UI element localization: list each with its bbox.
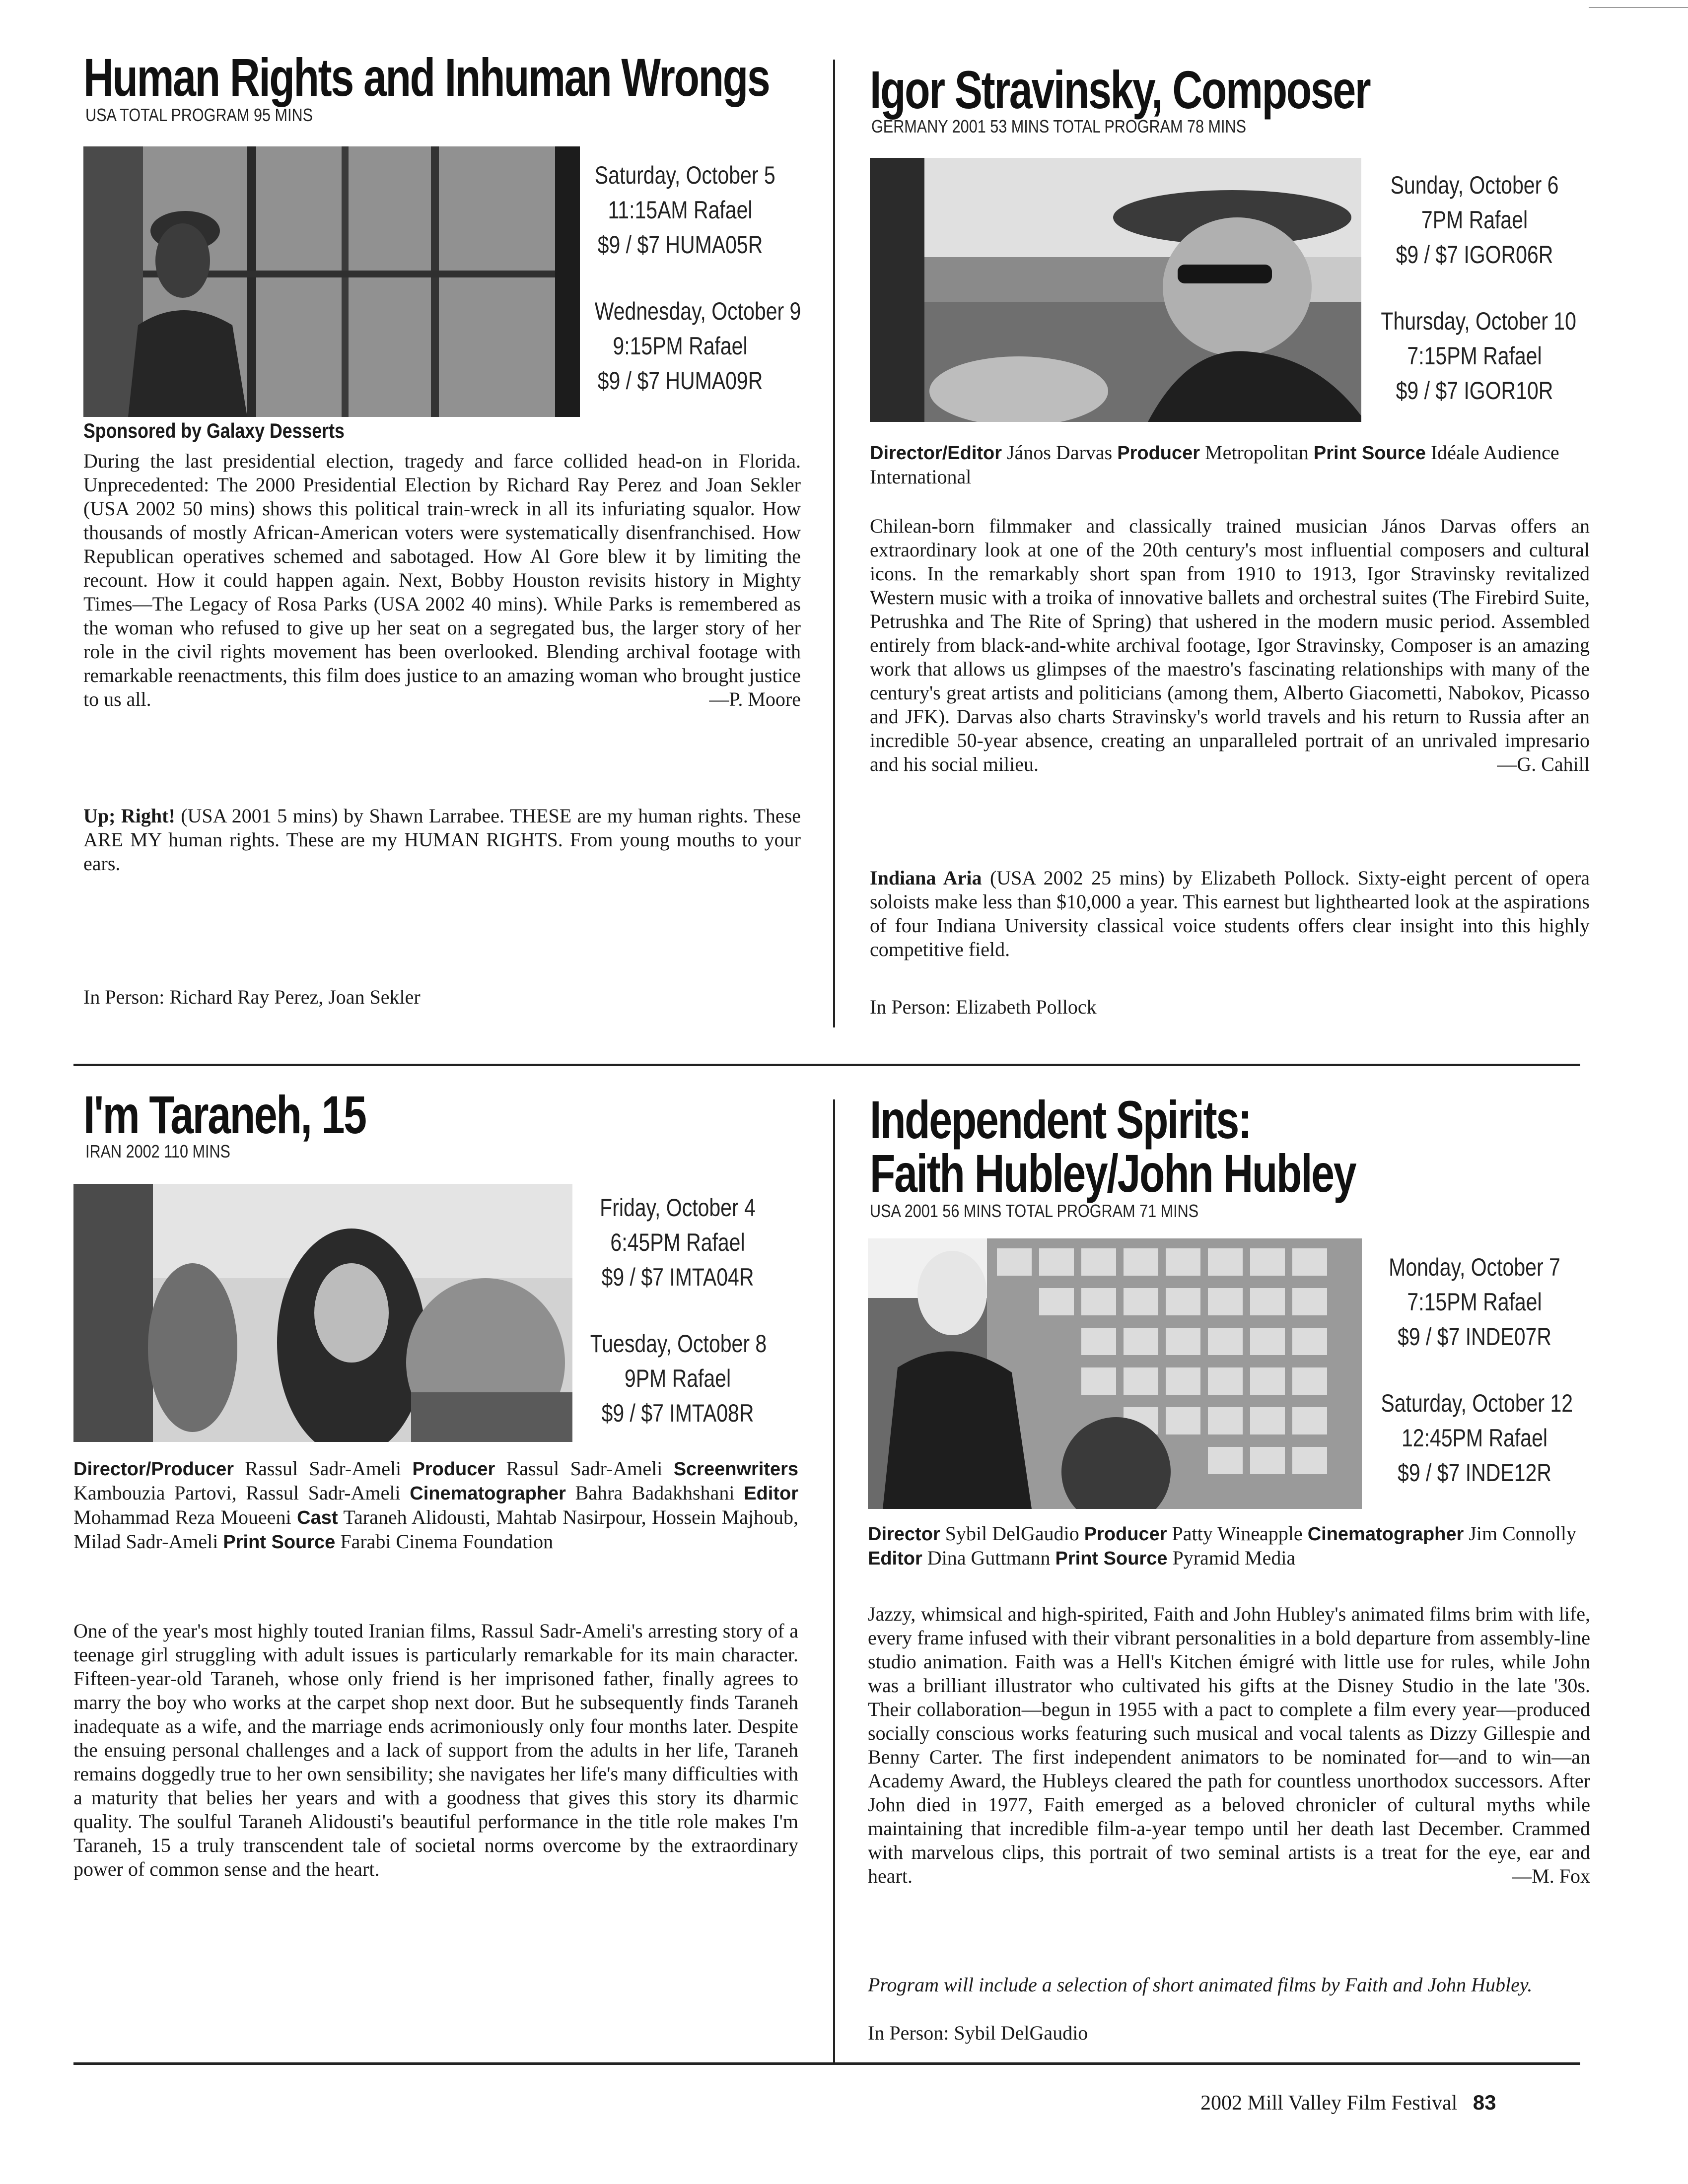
screening-2 <box>590 1326 766 1431</box>
screening-time: 9:15PM Rafael <box>613 332 748 360</box>
credit-role: Director/Editor <box>870 443 1002 464</box>
short-film-text: (USA 2001 5 mins) by Shawn Larrabee. THESE are my human rights. These ARE MY human rights. These are my HUMAN RIGHTS. From young mouths to your ears. <box>83 805 801 875</box>
credit-role: Print Source <box>1313 443 1426 464</box>
film-still-photo <box>870 158 1361 422</box>
screening-price: $9 / $7 INDE07R <box>1398 1323 1551 1351</box>
short-film-title: Up; Right! <box>83 805 175 827</box>
film-subtitle: USA 2001 56 MINS TOTAL PROGRAM 71 MINS <box>870 1201 1199 1221</box>
film-credits <box>73 1457 798 1554</box>
film-description <box>868 1602 1590 1888</box>
short-film-title: Indiana Aria <box>870 867 982 889</box>
in-person: In Person: Richard Ray Perez, Joan Sekler <box>83 986 421 1008</box>
film-still-photo <box>868 1238 1362 1509</box>
credit-name: Metropolitan <box>1205 441 1309 464</box>
film-credits <box>868 1522 1590 1570</box>
film-description <box>83 449 801 711</box>
film-still-photo <box>73 1184 572 1442</box>
screening-date: Friday, October 4 <box>600 1194 756 1222</box>
credit-role: Print Source <box>223 1532 336 1553</box>
screening-1 <box>1381 1250 1568 1354</box>
screening-date: Thursday, October 10 <box>1381 307 1576 335</box>
credit-role: Producer <box>1084 1524 1167 1545</box>
credit-name: Jim Connolly <box>1469 1522 1577 1545</box>
screening-schedule <box>1381 168 1576 440</box>
review-author: —M. Fox <box>1512 1865 1590 1887</box>
screening-price: $9 / $7 INDE12R <box>1398 1459 1551 1487</box>
screening-price: $9 / $7 HUMA05R <box>597 231 763 259</box>
film-title: Igor Stravinsky, Composer <box>870 60 1370 120</box>
credit-role: Screenwriters <box>673 1459 799 1480</box>
program-note: Program will include a selection of short animated films by Faith and John Hubley. <box>868 1974 1533 1996</box>
film-title-line-1: Independent Spirits: <box>870 1090 1251 1150</box>
festival-name: 2002 Mill Valley Film Festival <box>1200 2092 1458 2115</box>
description-text: One of the year's most highly touted Iranian films, Rassul Sadr-Ameli's arresting story of a teenage girl struggling with adult issues is particularly remarkable for its main character. Fifteen-year-old Taraneh, whose only friend is her imprisoned father, finally agrees to marry the boy who works at the carpet shop next door. But he subsequently finds Taraneh inadequate as a wife, and the marriage ends acrimoniously only four months later. Despite the ensuing personal challenges and a lack of support from the adults in her life, Taraneh remains doggedly true to her own sensibility; she navigates her life's many difficulties with a maturity that belies her years and with a goodness that gives this story its dharmic quality. The soulful Taraneh Alidousti's beautiful performance in the title role makes I'm Taraneh, 15 a truly transcendent tale of societal norms overcome by the extraordinary power of common sense and the heart. <box>73 1620 798 1880</box>
credit-name: Rassul Sadr-Ameli <box>506 1457 663 1480</box>
credit-role: Cast <box>297 1507 338 1528</box>
description-text: Chilean-born filmmaker and classically trained musician János Darvas offers an extraordinary look at one of the 20th century's most influential composers and cultural icons. In the remarkably short span from 1910 to 1913, Igor Stravinsky revitalized Western music with a troika of innovative ballets and orchestral suites (The Firebird Suite, Petrushka and The Rite of Spring) that ushered in the modern music period. Assembled entirely from black-and-white archival footage, Igor Stravinsky, Composer is an amazing work that allows us glimpses of the maestro's fascinating relationships with many of the century's great artists and politicians (among them, Alberto Giacometti, Nabokov, Picasso and JFK). Darvas also charts Stravinsky's world travels and his return to Russia after an incredible 50-year absence, creating an unparalleled portrait of an unrivaled impresario and his social milieu. <box>870 515 1590 775</box>
column-divider-bottom <box>833 1099 835 2062</box>
credit-role: Director <box>868 1524 940 1545</box>
page-number: 83 <box>1473 2091 1496 2114</box>
in-person: In Person: Sybil DelGaudio <box>868 2022 1088 2044</box>
screening-1 <box>1381 168 1568 272</box>
credit-role: Cinematographer <box>410 1483 566 1504</box>
short-film <box>83 804 801 876</box>
page-footer <box>1200 2091 1496 2115</box>
screening-schedule <box>594 158 801 430</box>
credit-role: Producer <box>1117 443 1200 464</box>
film-title: Human Rights and Inhuman Wrongs <box>83 47 770 107</box>
screening-date: Saturday, October 5 <box>594 161 775 189</box>
section-divider-middle <box>73 1064 1580 1066</box>
short-film <box>870 866 1590 961</box>
film-still-photo <box>83 146 580 417</box>
credit-name: Kambouzia Partovi, Rassul Sadr-Ameli <box>73 1482 401 1504</box>
credit-role: Print Source <box>1055 1548 1168 1569</box>
credit-role: Editor <box>868 1548 922 1569</box>
screening-date: Wednesday, October 9 <box>594 297 801 325</box>
film-description <box>870 514 1590 776</box>
in-person: In Person: Elizabeth Pollock <box>870 996 1097 1018</box>
screening-time: 7:15PM Rafael <box>1407 1288 1542 1316</box>
screening-date: Saturday, October 12 <box>1381 1389 1573 1417</box>
screening-time: 9PM Rafael <box>624 1365 731 1392</box>
short-film-text: (USA 2002 25 mins) by Elizabeth Pollock. Sixty-eight percent of opera soloists make less than $10,000 a year. This earnest but lighthearted look at the aspirations of four Indiana University classical voice students offers clear insight into this highly competitive field. <box>870 867 1590 960</box>
credit-role: Cinematographer <box>1307 1524 1464 1545</box>
credit-name: Idéale Audience International <box>870 441 1559 488</box>
screening-price: $9 / $7 IMTA08R <box>601 1399 754 1427</box>
credit-name: János Darvas <box>1007 441 1113 464</box>
credit-name: Patty Wineapple <box>1172 1522 1303 1545</box>
screening-schedule <box>590 1190 766 1462</box>
column-divider-top <box>833 60 835 1027</box>
credit-name: Pyramid Media <box>1172 1547 1296 1569</box>
screening-price: $9 / $7 IGOR06R <box>1396 241 1553 269</box>
film-credits <box>870 441 1590 489</box>
credit-name: Sybil DelGaudio <box>945 1522 1079 1545</box>
credit-role: Editor <box>744 1483 798 1504</box>
credit-role: Producer <box>412 1459 495 1480</box>
credit-name: Farabi Cinema Foundation <box>340 1530 554 1553</box>
screening-price: $9 / $7 IGOR10R <box>1396 377 1553 405</box>
screening-1 <box>590 1190 766 1295</box>
screening-time: 7PM Rafael <box>1421 206 1528 234</box>
description-text: Jazzy, whimsical and high-spirited, Faith and John Hubley's animated films brim with life, every frame infused with their vibrant personalities in a bold departure from assembly-line studio animation. Faith was a Hell's Kitchen émigré with little use for rules, while John was a brilliant illustrator who cultivated his gifts at the Disney Studio in the late '30s. Their collaboration—begun in 1955 with a pact to complete a film every year—produced socially conscious works featuring such musical and vocal talents as Dizzy Gillespie and Benny Carter. The first independent animators to be nominated for—and to win—an Academy Award, the Hubleys cleared the path for countless unorthodox successors. After John died in 1977, Faith emerged as a beloved chronicler of cultural myths while maintaining that incredible film-a-year tempo until her death last December. Crammed with marvelous clips, this portrait of two seminal artists is a treat for the eye, ear and heart. <box>868 1603 1590 1887</box>
screening-1 <box>594 158 775 262</box>
film-subtitle: GERMANY 2001 53 MINS TOTAL PROGRAM 78 MINS <box>871 116 1247 136</box>
description-text: During the last presidential election, tragedy and farce collided head-on in Florida. Unprecedented: The 2000 Presidential Election by Richard Ray Perez and Joan Sekler (USA 2002 50 mins) shows this political train-wreck in all its infuriating squalor. How thousands of mostly African-American voters were systematically disenfranchised. How Republican operatives schemed and sabotaged. How Al Gore blew it by limiting the recount. How it could happen again. Next, Bobby Houston revisits history in Mighty Times—The Legacy of Rosa Parks (USA 2002 40 mins). While Parks is remembered as the woman who refused to give up her seat on a segregated bus, the larger story of her role in the civil rights movement has been overlooked. Blending archival footage with remarkable reenactments, this film does justice to an amazing woman who brought justice to us all. <box>83 450 801 710</box>
screening-time: 6:45PM Rafael <box>610 1228 745 1256</box>
review-author: —G. Cahill <box>1497 753 1590 775</box>
screening-price: $9 / $7 HUMA09R <box>597 367 763 395</box>
film-subtitle: USA TOTAL PROGRAM 95 MINS <box>85 105 313 125</box>
screening-2 <box>594 294 801 398</box>
screening-price: $9 / $7 IMTA04R <box>601 1263 754 1291</box>
screening-date: Tuesday, October 8 <box>590 1330 767 1358</box>
film-subtitle: IRAN 2002 110 MINS <box>85 1141 230 1161</box>
film-description <box>73 1619 798 1881</box>
top-right-rule <box>1589 7 1688 8</box>
film-title: I'm Taraneh, 15 <box>83 1085 366 1145</box>
credit-role: Director/Producer <box>73 1459 234 1480</box>
credit-name: Rassul Sadr-Ameli <box>245 1457 402 1480</box>
credit-name: Mohammad Reza Moueeni <box>73 1506 291 1528</box>
review-author: —P. Moore <box>709 688 801 710</box>
screening-time: 12:45PM Rafael <box>1401 1424 1547 1452</box>
screening-2 <box>1381 304 1576 408</box>
credit-name: Bahra Badakhshani <box>575 1482 735 1504</box>
credit-name: Dina Guttmann <box>927 1547 1051 1569</box>
sponsor-line: Sponsored by Galaxy Desserts <box>83 419 345 442</box>
screening-date: Sunday, October 6 <box>1390 171 1559 199</box>
screening-date: Monday, October 7 <box>1389 1253 1560 1281</box>
credit-name: Taraneh Alidousti, Mahtab Nasirpour, Hossein Majhoub, Milad Sadr-Ameli <box>73 1506 799 1553</box>
screening-time: 11:15AM Rafael <box>608 196 753 224</box>
screening-time: 7:15PM Rafael <box>1407 342 1542 370</box>
film-title-line-2: Faith Hubley/John Hubley <box>870 1143 1356 1203</box>
section-divider-bottom <box>73 2062 1580 2065</box>
screening-2 <box>1381 1386 1573 1490</box>
screening-schedule <box>1381 1250 1573 1522</box>
